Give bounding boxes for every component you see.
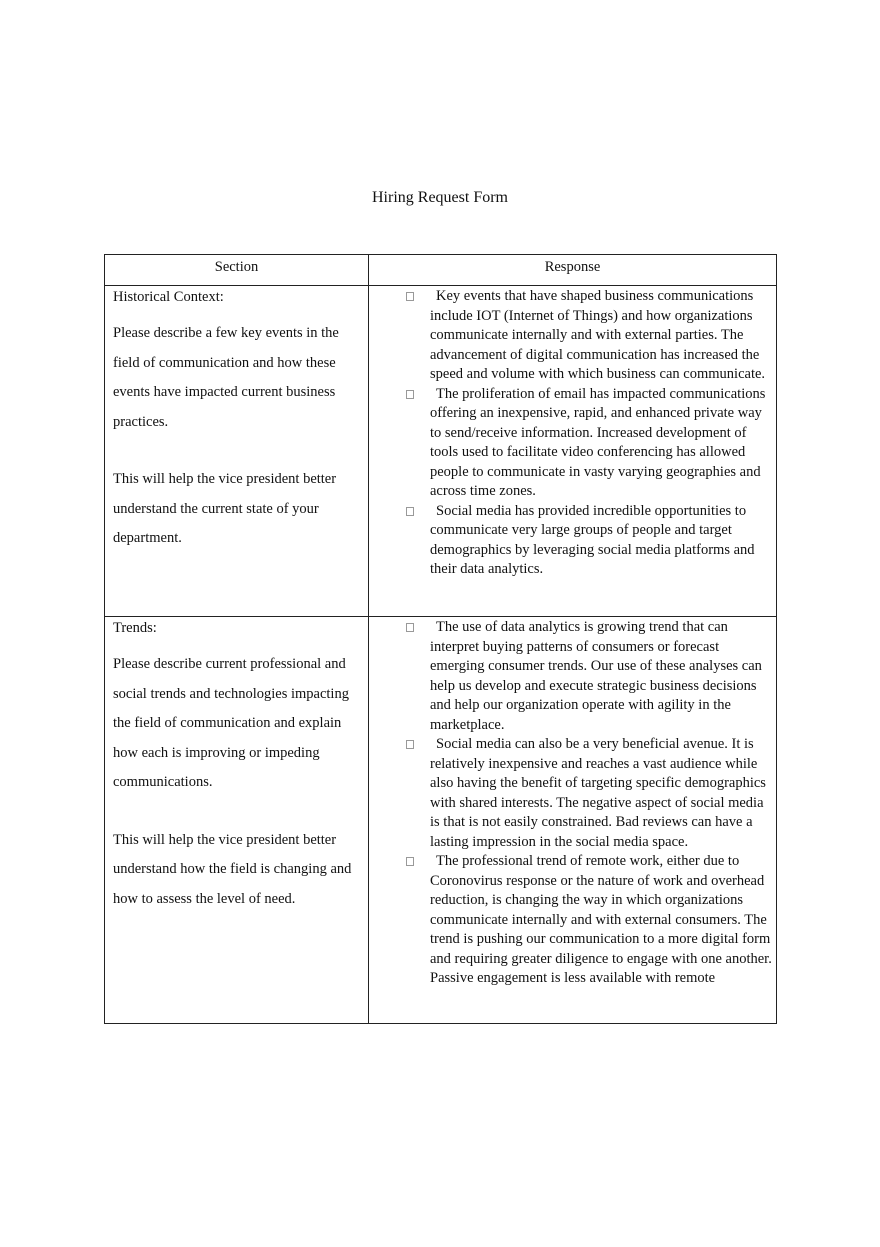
header-section: Section (105, 255, 369, 285)
response-text: The use of data analytics is growing trend that can interpret buying patterns of consumers or forecast emerging consumer trends. Our use of these analyses can help us develop and execute strategic business decisions and help our organization operate with agility in the marketplace. (430, 619, 762, 733)
section-prompt: Please describe current professional and social trends and technologies impacting the field of communication and explain how each is improving or impeding communications. (113, 656, 349, 790)
table-row-historical-context (105, 286, 776, 617)
section-cell (105, 617, 369, 1023)
bullet-box-icon (406, 292, 414, 301)
page-title: Hiring Request Form (372, 189, 508, 206)
section-cell (105, 286, 369, 616)
header-response: Response (544, 259, 601, 275)
response-bullet (369, 502, 776, 580)
bullet-box-icon (406, 390, 414, 399)
section-prompt: Please describe a few key events in the field of communication and how these events have impacted current business practices. (113, 325, 339, 430)
bullet-box-icon (406, 740, 414, 749)
response-cell[interactable] (369, 286, 776, 616)
bullet-box-icon (406, 507, 414, 516)
response-text: Social media can also be a very beneficial avenue. It is relatively inexpensive and reaches a vast audience while also having the benefit of targeting specific demographics with shared interests. The negative aspect of social media is that is not easily constrained. Bad reviews can have a lasting impression in the social media space. (430, 736, 766, 850)
table-header-row (105, 255, 776, 286)
section-heading: Trends: (113, 620, 157, 636)
section-note: This will help the vice president better understand the current state of your department. (113, 471, 337, 546)
response-text: The professional trend of remote work, either due to Coronovirus response or the nature of work and overhead reduction, is changing the way in which organizations communicate internally and with external consumers. The trend is pushing our communication to a more digital form and requiring greater diligence to engage with one another. Passive engagement is less available with remote (430, 853, 772, 986)
response-bullet (369, 287, 776, 385)
section-heading: Historical Context: (113, 289, 224, 305)
response-bullet (369, 852, 776, 989)
section-note: This will help the vice president better understand how the field is changing and how to assess the level of need. (113, 831, 352, 907)
response-text: Social media has provided incredible opportunities to communicate very large groups of people and target demographics by leveraging social media platforms and their data analytics. (430, 502, 755, 577)
response-bullet (369, 385, 776, 502)
table-row-trends (105, 617, 776, 1023)
response-bullet (369, 618, 776, 735)
response-cell[interactable] (369, 617, 776, 1023)
response-text: Key events that have shaped business communications include IOT (Internet of Things) and how organizations communicate internally and with external parties. The advancement of digital communication has increased the speed and volume with which business can communicate. (430, 288, 766, 382)
bullet-box-icon (406, 857, 414, 866)
hiring-request-table (104, 254, 777, 1024)
response-bullet (369, 735, 776, 852)
bullet-box-icon (406, 623, 414, 632)
response-text: The proliferation of email has impacted communications offering an inexpensive, rapid, and enhanced private way to send/receive information. Increased development of tools used to facilitate video conferencing has allowed people to communicate in vasty varying geographies and across time zones. (430, 385, 766, 499)
